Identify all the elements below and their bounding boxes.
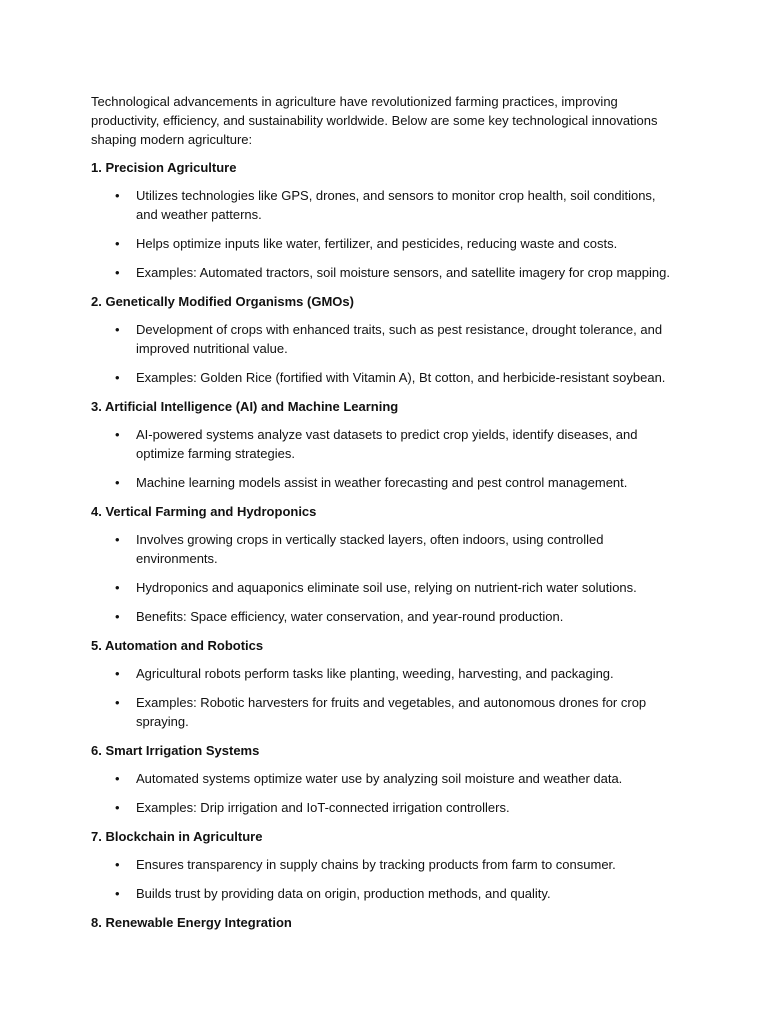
list-item-text: AI-powered systems analyze vast datasets to predict crop yields, identify diseases, and optimize farming strategies. <box>136 427 638 461</box>
bullet-icon: • <box>115 188 120 203</box>
section-8 <box>91 913 680 932</box>
list-item <box>91 578 680 597</box>
bullet-list <box>91 855 680 903</box>
bullet-icon: • <box>115 370 120 385</box>
list-item-text: Development of crops with enhanced traits, such as pest resistance, drought tolerance, and improved nutritional value. <box>136 322 663 356</box>
section-4 <box>91 502 680 626</box>
list-item <box>91 320 680 358</box>
list-item-text: Involves growing crops in vertically stacked layers, often indoors, using controlled environments. <box>136 532 604 566</box>
list-item-text: Benefits: Space efficiency, water conservation, and year-round production. <box>136 609 564 624</box>
bullet-icon: • <box>115 427 120 442</box>
bullet-icon: • <box>115 322 120 337</box>
bullet-icon: • <box>115 236 120 251</box>
list-item <box>91 607 680 626</box>
section-heading: 7. Blockchain in Agriculture <box>91 829 263 844</box>
section-2 <box>91 292 680 387</box>
section-6 <box>91 741 680 817</box>
section-7 <box>91 827 680 903</box>
bullet-list <box>91 425 680 492</box>
list-item <box>91 263 680 282</box>
bullet-list <box>91 320 680 387</box>
list-item-text: Examples: Robotic harvesters for fruits and vegetables, and autonomous drones for crop spraying. <box>136 695 647 729</box>
sections-container <box>91 158 680 932</box>
bullet-icon: • <box>115 265 120 280</box>
list-item-text: Examples: Drip irrigation and IoT-connected irrigation controllers. <box>136 800 510 815</box>
bullet-list <box>91 769 680 817</box>
list-item-text: Helps optimize inputs like water, fertilizer, and pesticides, reducing waste and costs. <box>136 236 618 251</box>
bullet-icon: • <box>115 857 120 872</box>
list-item-text: Automated systems optimize water use by analyzing soil moisture and weather data. <box>136 771 623 786</box>
bullet-list <box>91 186 680 282</box>
bullet-icon: • <box>115 609 120 624</box>
list-item <box>91 368 680 387</box>
list-item-text: Examples: Automated tractors, soil moisture sensors, and satellite imagery for crop mapping. <box>136 265 670 280</box>
section-heading: 4. Vertical Farming and Hydroponics <box>91 504 317 519</box>
list-item <box>91 693 680 731</box>
section-heading: 5. Automation and Robotics <box>91 638 264 653</box>
bullet-icon: • <box>115 886 120 901</box>
bullet-icon: • <box>115 580 120 595</box>
list-item <box>91 186 680 224</box>
list-item-text: Builds trust by providing data on origin, production methods, and quality. <box>136 886 551 901</box>
section-heading: 6. Smart Irrigation Systems <box>91 743 260 758</box>
section-1 <box>91 158 680 282</box>
bullet-list <box>91 530 680 626</box>
bullet-icon: • <box>115 771 120 786</box>
bullet-icon: • <box>115 666 120 681</box>
section-5 <box>91 636 680 731</box>
list-item-text: Examples: Golden Rice (fortified with Vitamin A), Bt cotton, and herbicide-resistant soybean. <box>136 370 666 385</box>
list-item <box>91 425 680 463</box>
list-item <box>91 855 680 874</box>
intro-paragraph: Technological advancements in agriculture have revolutionized farming practices, improving productivity, efficiency, and sustainability worldwide. Below are some key technological innovations shaping modern agriculture: <box>91 94 658 147</box>
list-item <box>91 530 680 568</box>
bullet-list <box>91 664 680 731</box>
section-heading: 8. Renewable Energy Integration <box>91 915 292 930</box>
list-item-text: Utilizes technologies like GPS, drones, and sensors to monitor crop health, soil conditions, and weather patterns. <box>136 188 656 222</box>
list-item <box>91 473 680 492</box>
list-item <box>91 798 680 817</box>
section-heading: 1. Precision Agriculture <box>91 160 237 175</box>
section-3 <box>91 397 680 492</box>
list-item <box>91 769 680 788</box>
section-heading: 2. Genetically Modified Organisms (GMOs) <box>91 294 354 309</box>
bullet-icon: • <box>115 532 120 547</box>
list-item <box>91 234 680 253</box>
section-heading: 3. Artificial Intelligence (AI) and Machine Learning <box>91 399 399 414</box>
list-item <box>91 664 680 683</box>
list-item-text: Ensures transparency in supply chains by tracking products from farm to consumer. <box>136 857 616 872</box>
bullet-icon: • <box>115 475 120 490</box>
bullet-icon: • <box>115 695 120 710</box>
bullet-icon: • <box>115 800 120 815</box>
list-item-text: Agricultural robots perform tasks like planting, weeding, harvesting, and packaging. <box>136 666 614 681</box>
list-item <box>91 884 680 903</box>
list-item-text: Machine learning models assist in weather forecasting and pest control management. <box>136 475 628 490</box>
list-item-text: Hydroponics and aquaponics eliminate soil use, relying on nutrient-rich water solutions. <box>136 580 637 595</box>
